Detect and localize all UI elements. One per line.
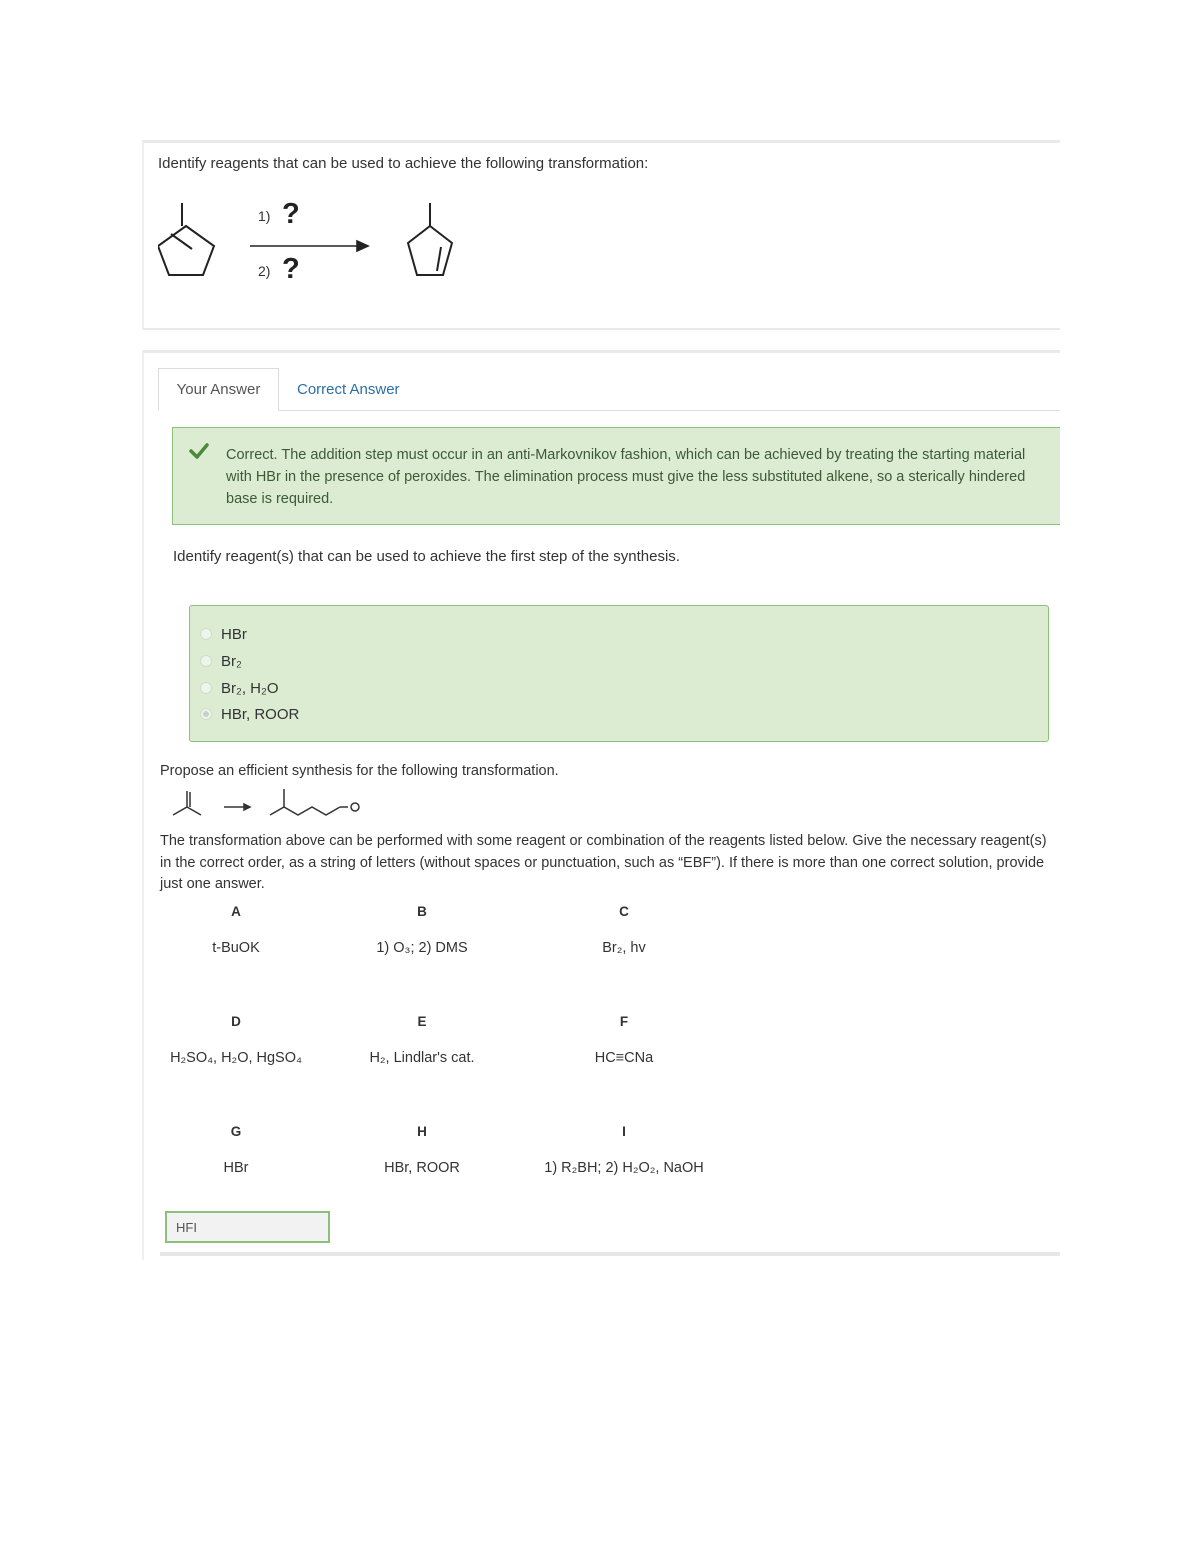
radio-button[interactable] <box>200 682 212 694</box>
reagent-b: 1) O₃; 2) DMS <box>376 940 468 956</box>
radio-button[interactable] <box>200 655 212 667</box>
choice-list <box>189 605 1049 742</box>
choice-hbr[interactable] <box>200 624 247 644</box>
answer-input[interactable]: HFI <box>165 1211 330 1243</box>
choice-label: Br₂ <box>221 652 242 670</box>
question-2-prompt: Identify reagent(s) that can be used to achieve the first step of the synthesis. <box>173 548 680 565</box>
reagent-letter-g: G <box>230 1124 242 1139</box>
reagent-letter-e: E <box>417 1014 427 1029</box>
panel-divider <box>160 1252 1060 1256</box>
tab-your-answer[interactable]: Your Answer <box>158 368 279 411</box>
reagent-f: HC≡CNa <box>594 1050 654 1066</box>
product-structure <box>408 203 452 275</box>
reagent-letter-d: D <box>231 1014 241 1029</box>
question-prompt: Identify reagents that can be used to achieve the following transformation: <box>158 155 649 172</box>
reagent-h: HBr, ROOR <box>384 1160 460 1176</box>
reagent-d: H₂SO₄, H₂O, HgSO₄ <box>170 1050 302 1066</box>
reagent-e: H₂, Lindlar's cat. <box>369 1050 475 1066</box>
reagent-letter-i: I <box>622 1124 626 1139</box>
choice-label: HBr <box>221 625 247 643</box>
feedback-box <box>172 427 1060 525</box>
reagent-i: 1) R₂BH; 2) H₂O₂, NaOH <box>544 1160 704 1176</box>
reagent-a: t-BuOK <box>212 940 260 956</box>
choice-br2[interactable] <box>200 651 242 671</box>
feedback-text: Correct. The addition step must occur in an anti-Markovnikov fashion, which can be achieved by treating the starting material with HBr in the presence of peroxides. The elimination process must give the less substituted alkene, so a sterically hindered base is required. <box>226 447 1026 507</box>
checkmark-icon <box>189 441 209 461</box>
tab-correct-answer[interactable]: Correct Answer <box>297 381 400 398</box>
reactant-structure <box>173 807 201 815</box>
step-2-label: 2) <box>258 263 271 279</box>
question-3-description: The transformation above can be performed with some reagent or combination of the reagents listed below. Give the necessary reagent(s) in the correct order, as a string of letters (without spaces or punctuation, such as “EBF”). If there is more than one correct solution, provide just one answer. <box>160 833 1047 892</box>
reaction-scheme <box>158 195 478 295</box>
product-structure <box>270 807 340 815</box>
starting-material-structure <box>158 203 214 275</box>
reagent-letter-f: F <box>619 1014 629 1029</box>
reaction-scheme-drawing <box>158 195 478 295</box>
step-1-reagent: ? <box>282 198 300 230</box>
choice-label: HBr, ROOR <box>221 705 300 723</box>
step-2-reagent: ? <box>282 253 300 285</box>
radio-button[interactable] <box>200 628 212 640</box>
reaction-arrow <box>250 241 368 251</box>
reagent-letter-c: C <box>619 904 629 919</box>
choice-label: Br₂, H₂O <box>221 679 279 697</box>
question-3-prompt: Propose an efficient synthesis for the following transformation. <box>160 763 559 779</box>
reagent-g: HBr <box>223 1160 249 1176</box>
radio-button-selected[interactable] <box>200 708 212 720</box>
choice-hbr-roor[interactable] <box>200 704 299 724</box>
reagent-letter-h: H <box>417 1124 427 1139</box>
synthesis-scheme <box>160 785 380 825</box>
reagent-letter-b: B <box>417 904 427 919</box>
choice-br2-h2o[interactable] <box>200 678 278 698</box>
reagent-letter-a: A <box>231 904 241 919</box>
step-1-label: 1) <box>258 208 271 224</box>
reagent-c: Br₂, hv <box>602 940 646 956</box>
